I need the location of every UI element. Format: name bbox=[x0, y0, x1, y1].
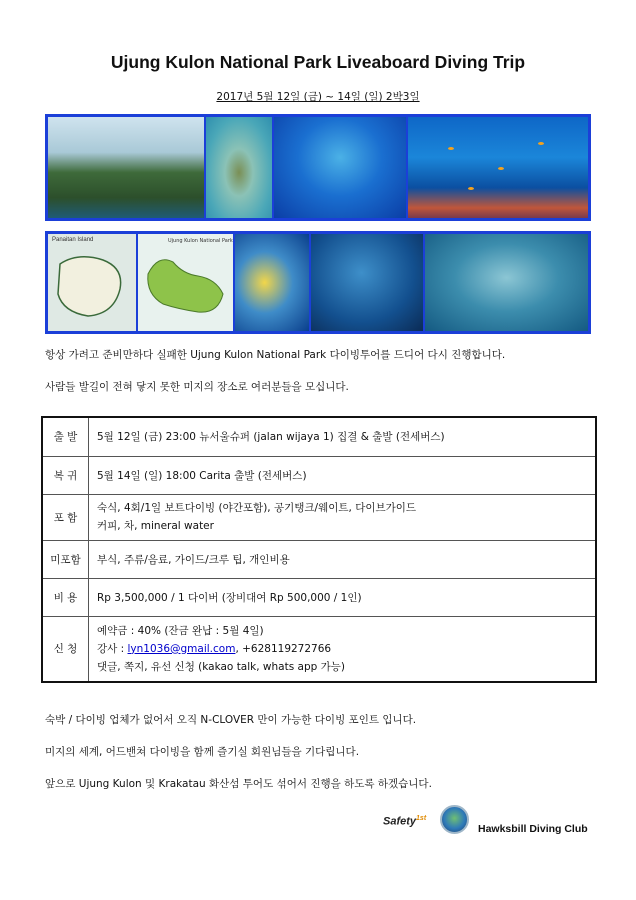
trip-info-table bbox=[41, 416, 597, 683]
coral-reef-photo bbox=[408, 117, 588, 218]
diver-jackfish-photo bbox=[425, 234, 588, 331]
outro-line-1: 숙박 / 다이빙 업체가 없어서 오직 N-CLOVER 만이 가능한 다이빙 포인트 입니다. bbox=[45, 714, 417, 726]
diver-with-turtle-photo bbox=[311, 234, 423, 331]
row-value-line: 숙식, 4회/1일 보트다이빙 (야간포함), 공기탱크/웨이트, 다이브가이드 bbox=[97, 502, 417, 514]
club-name: Hawksbill Diving Club bbox=[478, 823, 588, 835]
row-label: 신 청 bbox=[42, 616, 89, 682]
row-value: 5월 14일 (일) 18:00 Carita 출발 (전세버스) bbox=[89, 456, 597, 494]
table-row bbox=[42, 616, 596, 682]
diver-fish-school-photo bbox=[274, 117, 406, 218]
row-value bbox=[89, 494, 597, 540]
safety-first-logo: Safety$^{1st}$ bbox=[383, 815, 427, 828]
table-row bbox=[42, 494, 596, 540]
contact-line: 강사 : lyn1036@gmail.com, +628119272766 bbox=[97, 642, 332, 655]
panaitan-island-map: Panaitan Island bbox=[48, 234, 136, 331]
deposit-line: 예약금 : 40% (잔금 완납 : 5월 4일) bbox=[97, 624, 264, 637]
row-value bbox=[89, 616, 597, 682]
row-value: 5월 12일 (금) 23:00 뉴서울슈퍼 (jalan wijaya 1) 집결 & 출발 (전세버스) bbox=[89, 417, 597, 456]
photo-strip-top bbox=[45, 114, 591, 221]
intro-line-1: 항상 가려고 준비만하다 실패한 Ujung Kulon National Park 다이빙투어를 드디어 다시 진행합니다. bbox=[45, 349, 506, 361]
island-coast-photo bbox=[48, 117, 204, 218]
yellow-fish-school-photo bbox=[235, 234, 309, 331]
apply-method-line: 댓글, 쪽지, 유선 신청 (kakao talk, whats app 가능) bbox=[97, 660, 345, 673]
row-label: 미포함 bbox=[42, 540, 89, 578]
email-link[interactable]: lyn1036@gmail.com bbox=[127, 642, 236, 655]
ujung-kulon-map: Ujung Kulon National Park bbox=[138, 234, 233, 331]
trip-dates: 2017년 5월 12일 (금) ~ 14일 (일) 2박3일 bbox=[216, 91, 420, 103]
row-label: 출 발 bbox=[42, 417, 89, 456]
row-label: 복 귀 bbox=[42, 456, 89, 494]
row-label: 비 용 bbox=[42, 578, 89, 616]
row-label: 포 함 bbox=[42, 494, 89, 540]
outro-line-3: 앞으로 Ujung Kulon 및 Krakatau 화산섬 투어도 섞어서 진행을 하도록 하겠습니다. bbox=[45, 778, 432, 790]
turtle-photo bbox=[206, 117, 272, 218]
table-row bbox=[42, 417, 596, 456]
outro-line-2: 미지의 세계, 어드밴쳐 다이빙을 함께 즐기실 회원님들을 기다립니다. bbox=[45, 746, 360, 758]
club-logo-icon bbox=[440, 805, 469, 834]
table-row bbox=[42, 456, 596, 494]
row-value: 부식, 주류/음료, 가이드/크루 팁, 개인비용 bbox=[89, 540, 597, 578]
row-value-line: 커피, 차, mineral water bbox=[97, 520, 214, 532]
table-row bbox=[42, 578, 596, 616]
row-value: Rp 3,500,000 / 1 다이버 (장비대여 Rp 500,000 / 1인) bbox=[89, 578, 597, 616]
intro-line-2: 사람들 발길이 전혀 닿지 못한 미지의 장소로 여러분들을 모십니다. bbox=[45, 381, 349, 393]
table-row bbox=[42, 540, 596, 578]
page-title: Ujung Kulon National Park Liveaboard Diving Trip bbox=[110, 52, 526, 72]
photo-strip-bottom bbox=[45, 231, 591, 334]
